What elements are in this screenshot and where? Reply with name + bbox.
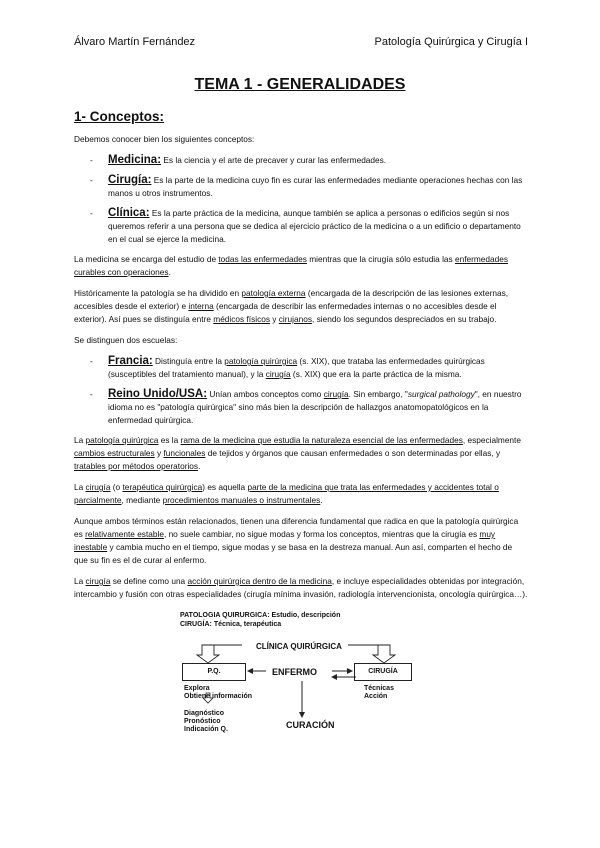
diagram-label-tecnicas: Técnicas — [364, 685, 394, 692]
paragraph-cirugia-definition: La cirugía (o terapéutica quirúrgica) es aquella parte de la medicina que trata las enfermedades y accidentes total o parcialmente, mediante procedimientos manuales o instrumentales. — [74, 482, 499, 505]
paragraph-schools-intro: Se distinguen dos escuelas: — [74, 335, 178, 345]
diagram-label-indicacion: Indicación Q. — [184, 726, 228, 733]
paragraph-history: Históricamente la patología se ha dividido en patología externa (encargada de la descripción de las lesiones externas, accesibles desde el exterior) e interna (encargada de describir las enfermedades internas o no accesibles desde el exterior). Así pues se distinguía entre médicos físicos y cirujanos, siendo los segundos despreciados en su trabajo. — [74, 288, 509, 324]
document-body — [74, 110, 528, 749]
diagram-line-pq: PATOLOGIA QUIRURGICA: Estudio, descripción — [180, 612, 341, 619]
diagram-label-explora: Explora — [184, 685, 210, 692]
diagram-label-pronostico: Pronóstico — [184, 718, 221, 725]
diagram-label-diagnostico: Diagnóstico — [184, 710, 225, 717]
diagram-line-cirugia: CIRUGÍA: Técnica, terapéutica — [180, 621, 282, 628]
concept-term: Cirugía: — [108, 174, 152, 186]
concept-term: Clínica: — [108, 207, 150, 219]
school-item: - Reino Unido/USA: Unían ambos conceptos como cirugía. Sin embargo, "surgical pathology", en nuestro idioma no es "patología quirúrgica" sino más bien la descripción de hallazgos anatomopatológicos en la enfermedad quirúrgica. — [90, 388, 522, 425]
diagram-box-pq: P.Q. — [182, 663, 246, 681]
concept-definition: Es la ciencia y el arte de precaver y curar las enfermedades. — [163, 155, 387, 165]
diagram-enfermo: ENFERMO — [272, 667, 317, 677]
diagram-label-accion: Acción — [364, 693, 388, 700]
paragraph-difference: Aunque ambos términos están relacionados, tienen una diferencia fundamental que radica en que la patología quirúrgica es relativamente estable, no suele cambiar, no sigue modas y forma los conceptos, mientras que la cirugía es muy inestable y cambia mucho en el tiempo, sigue modas y se basa en la destreza manual. Aun así, comparten el hecho de que su fin es el de curar al enfermo. — [74, 516, 519, 565]
concept-diagram — [180, 609, 420, 749]
school-list — [74, 355, 528, 427]
document-title: TEMA 1 - GENERALIDADES — [194, 76, 406, 93]
concept-item: - Medicina: Es la ciencia y el arte de precaver y curar las enfermedades. — [90, 154, 387, 166]
header-course: Patología Quirúrgica y Cirugía I — [374, 36, 528, 48]
concept-item: - Cirugía: Es la parte de la medicina cuyo fin es curar las enfermedades mediante operaciones hechas con las manos u otros instrumentos. — [90, 174, 523, 198]
paragraph-cirugia-action: La cirugía se define como una acción quirúrgica dentro de la medicina, e incluye especialidades obtenidas por integración, intercambio y fusión con otras especialidades (cirugía mínima invasión, radiología intervencionista, oncología quirúrgica…). — [74, 576, 528, 599]
paragraph-medicine-scope: La medicina se encarga del estudio de todas las enfermedades mientras que la cirugía sólo estudia las enfermedades curables con operaciones. — [74, 254, 509, 277]
diagram-clinica: CLÍNICA QUIRÚRGICA — [256, 642, 342, 651]
concept-list — [74, 154, 528, 246]
header-author: Álvaro Martín Fernández — [74, 36, 196, 48]
concept-item: - Clínica: Es la parte práctica de la medicina, aunque también se aplica a personas o edificios según si nos queremos referir a una persona que se dedica al ejercicio práctico de la medicina o a un edificio o departamento en el cual se ejerce la medicina. — [90, 207, 521, 244]
paragraph-pq-definition: La patología quirúrgica es la rama de la medicina que estudia la naturaleza esencial de las enfermedades, especialmente cambios estructurales y funcionales de tejidos y órganos que causan enfermedades o son determinadas por ellas, y tratables por métodos operatorios. — [74, 435, 521, 471]
diagram-box-cirugia: CIRUGÍA — [354, 663, 412, 681]
concept-definition: Es la parte de la medicina cuyo fin es curar las enfermedades mediante operaciones hechas con las manos u otros instrumentos. — [108, 175, 523, 198]
concept-term: Medicina: — [108, 154, 162, 166]
school-item: - Francia: Distinguía entre la patología quirúrgica (s. XIX), que trataba las enfermedades quirúrgicas (susceptibles del tratamiento manual), y la cirugía (s. XIX) que era la parte práctica de la misma. — [90, 355, 485, 379]
intro-paragraph: Debemos conocer bien los siguientes conceptos: — [74, 134, 255, 144]
section-heading: 1- Conceptos: — [74, 109, 165, 124]
concept-definition: Es la parte práctica de la medicina, aunque también se aplica a personas o edificios según si nos queremos referir a una persona que se dedica al ejercicio práctico de la medicina o a un edificio o departamento en el cual se ejerce la medicina. — [108, 208, 521, 244]
diagram-label-info: Obtiene información — [184, 693, 253, 700]
diagram-curacion: CURACIÓN — [286, 720, 335, 730]
